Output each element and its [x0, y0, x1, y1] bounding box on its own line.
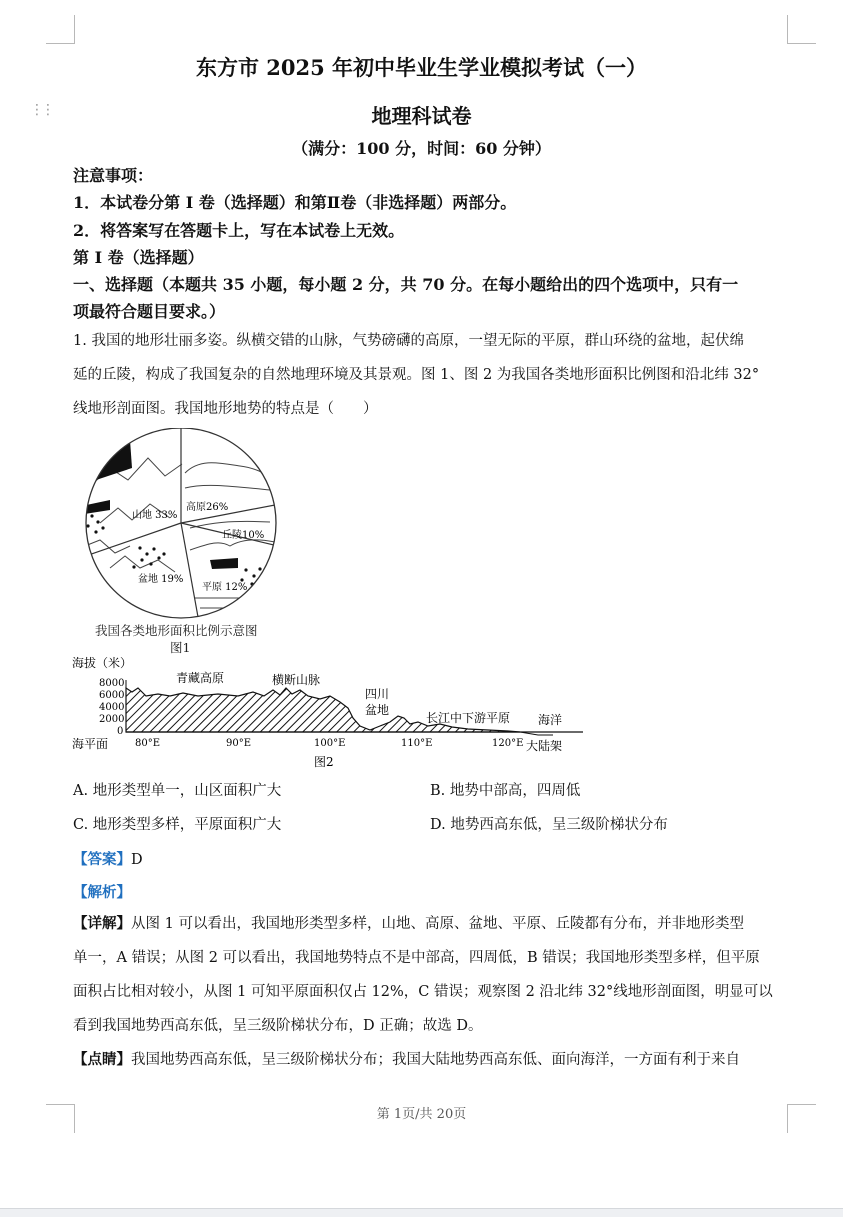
label-mountain: 山地 33%	[132, 510, 178, 521]
y-axis-label: 海拔（米）	[72, 656, 133, 670]
section-instruction: 项最符合题目要求。）	[73, 302, 226, 321]
analysis-tag: 【解析】	[73, 884, 131, 901]
part-title: 第 I 卷（选择题）	[73, 248, 204, 267]
page-footer: 第 1页/共 20页	[376, 1107, 467, 1122]
y-tick: 8000	[99, 678, 125, 689]
annotation-sichuan: 盆地	[365, 703, 390, 717]
question-stem	[73, 324, 787, 426]
score-info: （满分：100 分，时间：60 分钟）	[292, 139, 551, 158]
subject-title: 地理科试卷	[371, 104, 472, 128]
figure2-number: 图2	[314, 755, 334, 769]
annotation-yangtze: 长江中下游平原	[426, 711, 511, 725]
annotation-ocean: 海洋	[538, 713, 563, 727]
x-tick: 110°E	[401, 738, 433, 749]
y-tick: 2000	[99, 714, 125, 725]
y-tick: 6000	[99, 690, 125, 701]
sea-level-label: 海平面	[72, 737, 109, 751]
notes-item: 2．将答案写在答题卡上，写在本试卷上无效。	[73, 221, 405, 240]
stem-line: 1. 我国的地形壮丽多姿。纵横交错的山脉，气势磅礴的高原，一望无际的平原，群山环绕的盆地，起伏绵	[73, 333, 744, 349]
option-b[interactable]: B. 地势中部高，四周低	[430, 783, 581, 799]
annotation-shelf: 大陆架	[526, 739, 563, 753]
section-instruction: 一、选择题（本题共 35 小题，每小题 2 分，共 70 分。在每小题给出的四个选项中，只有一	[73, 275, 739, 294]
stem-line: 线地形剖面图。我国地形地势的特点是（ ）	[73, 401, 378, 417]
analysis-line	[73, 881, 131, 902]
detail-line: 看到我国地势西高东低，呈三级阶梯状分布，D 正确；故选 D。	[73, 1018, 483, 1034]
x-tick: 90°E	[226, 738, 252, 749]
drag-handle-icon[interactable]: ⋮⋮	[30, 102, 52, 118]
comment-line	[73, 1043, 787, 1077]
y-tick: 0	[117, 726, 124, 737]
annotation-sichuan: 四川	[365, 687, 390, 701]
annotation-qinghai-tibet: 青藏高原	[176, 671, 225, 685]
figure1-number: 图1	[170, 640, 191, 655]
x-tick: 100°E	[314, 738, 346, 749]
detail-line: 单一，A 错误；从图 2 可以看出，我国地势特点不是中部高，四周低，B 错误；我国地形类型多样，但平原	[73, 950, 760, 966]
detail-line: 面积占比相对较小，从图 1 可知平原面积仅占 12%，C 错误；观察图 2 沿北纬 32°线地形剖面图，明显可以	[73, 984, 773, 1000]
option-d[interactable]: D. 地势西高东低，呈三级阶梯状分布	[430, 817, 668, 833]
y-tick: 4000	[99, 702, 125, 713]
answer-value: D	[131, 852, 143, 868]
figure1-caption: 我国各类地形面积比例示意图	[95, 623, 258, 638]
answer-line	[73, 848, 143, 869]
label-hill: 丘陵10%	[222, 530, 265, 541]
annotation-hengduan: 横断山脉	[272, 673, 321, 687]
exam-title: 东方市 2025 年初中毕业生学业模拟考试（一）	[195, 55, 648, 80]
x-tick: 120°E	[492, 738, 524, 749]
x-tick: 80°E	[135, 738, 161, 749]
detail-tag: 【详解】	[73, 915, 131, 932]
notes-item: 1．本试卷分第 I 卷（选择题）和第Ⅱ卷（非选择题）两部分。	[73, 193, 517, 212]
detail-text: 从图 1 可以看出，我国地形类型多样，山地、高原、盆地、平原、丘陵都有分布，并非地形类型	[131, 916, 744, 932]
figure2-terrain-profile	[68, 652, 598, 770]
option-c[interactable]: C. 地形类型多样，平原面积广大	[73, 817, 282, 833]
label-basin: 盆地 19%	[138, 574, 184, 585]
page-corner-mark	[787, 15, 816, 44]
answer-tag: 【答案】	[73, 851, 131, 868]
notes-heading: 注意事项：	[73, 166, 154, 185]
detail-line	[73, 907, 787, 941]
stem-line: 延的丘陵，构成了我国复杂的自然地理环境及其景观。图 1、图 2 为我国各类地形面积比例图和沿北纬 32°	[73, 367, 760, 383]
detail-paragraph	[73, 907, 787, 1077]
comment-tag: 【点睛】	[73, 1051, 131, 1068]
comment-text: 我国地势西高东低，呈三级阶梯状分布；我国大陆地势西高东低、面向海洋，一方面有利于来自	[131, 1052, 740, 1068]
label-plain: 平原 12%	[202, 582, 248, 593]
page-corner-mark	[46, 15, 75, 44]
label-plateau: 高原26%	[186, 502, 229, 513]
option-a[interactable]: A. 地形类型单一，山区面积广大	[73, 783, 282, 799]
